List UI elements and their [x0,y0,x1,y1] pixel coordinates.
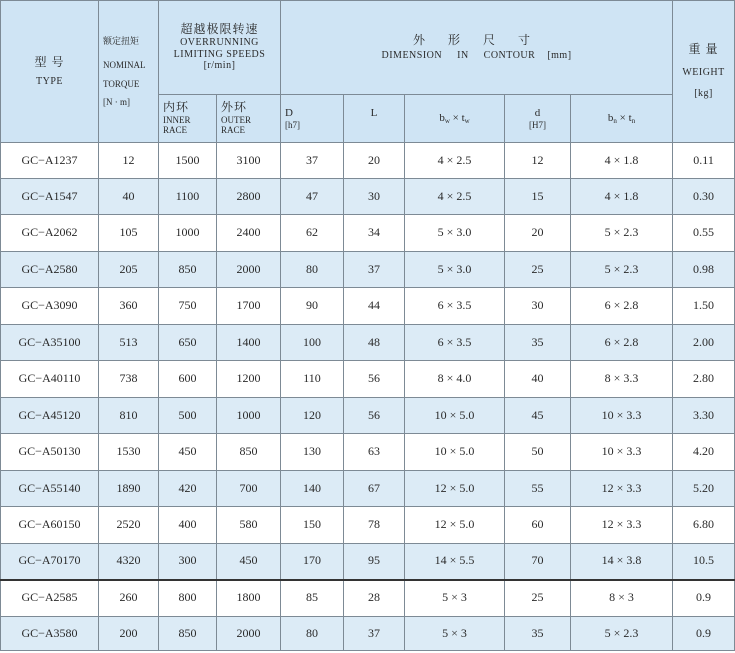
torque-header-en2: TORQUE [103,78,140,89]
bn-tn-cell: 12 × 3.3 [571,471,673,507]
bn-tn-header [571,95,673,143]
inner-speed-cell: 850 [159,617,217,651]
type-cell: GC−A2062 [1,215,99,252]
bn-sub: n [613,116,617,125]
L-cell: 63 [344,434,405,471]
L-cell: 34 [344,215,405,252]
weight-cell: 0.30 [673,179,735,215]
bw-tw-cell: 12 × 5.0 [405,507,505,544]
type-header-en: TYPE [36,75,63,87]
speed-header-en2: LIMITING SPEEDS [173,48,266,60]
bn-tn-cell: 4 × 1.8 [571,143,673,179]
tn-sub: n [631,116,636,125]
L-cell: 20 [344,143,405,179]
dimension-header-unit: [mm] [547,49,572,61]
torque-header [99,1,159,143]
bw-tw-cell: 6 × 3.5 [405,325,505,361]
weight-cell: 10.5 [673,544,735,580]
d-cell: 45 [505,398,571,434]
bn-tn-cell: 5 × 2.3 [571,215,673,252]
inner-speed-cell: 500 [159,398,217,434]
torque-header-en1: NOMINAL [103,60,146,71]
D-cell: 120 [281,398,344,434]
inner-speed-cell: 300 [159,544,217,580]
d-cell: 55 [505,471,571,507]
outer-speed-cell: 700 [217,471,281,507]
bn-tn-cell: 14 × 3.8 [571,544,673,580]
outer-speed-cell: 3100 [217,143,281,179]
L-cell: 37 [344,252,405,288]
outer-speed-cell: 1000 [217,398,281,434]
outer-race-header [217,95,281,143]
L-cell: 30 [344,179,405,215]
bw-tw-header [405,95,505,143]
weight-cell: 2.80 [673,361,735,398]
outer-speed-cell: 850 [217,434,281,471]
D-cell: 110 [281,361,344,398]
torque-cell: 810 [99,398,159,434]
outer-speed-cell: 2000 [217,252,281,288]
inner-speed-cell: 600 [159,361,217,398]
L-cell: 67 [344,471,405,507]
D-cell: 100 [281,325,344,361]
weight-cell: 3.30 [673,398,735,434]
type-cell: GC−A40110 [1,361,99,398]
d-cell: 12 [505,143,571,179]
table-row [1,434,735,471]
type-cell: GC−A1547 [1,179,99,215]
weight-cell: 4.20 [673,434,735,471]
D-cell: 130 [281,434,344,471]
L-cell: 28 [344,580,405,617]
D-cell: 47 [281,179,344,215]
D-cell: 80 [281,252,344,288]
bw-tw-cell: 5 × 3 [405,580,505,617]
D-header [281,95,344,143]
bw-tw-cell: 5 × 3.0 [405,215,505,252]
table-row [1,361,735,398]
type-cell: GC−A3090 [1,288,99,325]
bw-tw-cell: 8 × 4.0 [405,361,505,398]
torque-cell: 12 [99,143,159,179]
weight-cell: 1.50 [673,288,735,325]
bn-tn-cell: 8 × 3 [571,580,673,617]
table-row [1,507,735,544]
weight-cell: 0.9 [673,580,735,617]
torque-cell: 105 [99,215,159,252]
outer-speed-cell: 2800 [217,179,281,215]
tn-label: t [628,111,632,124]
inner-speed-cell: 650 [159,325,217,361]
outer-speed-cell: 1800 [217,580,281,617]
inner-speed-cell: 400 [159,507,217,544]
inner-speed-cell: 750 [159,288,217,325]
d-cell: 35 [505,325,571,361]
table-row [1,398,735,434]
table-row [1,252,735,288]
inner-speed-cell: 450 [159,434,217,471]
L-cell: 48 [344,325,405,361]
outer-speed-cell: 2000 [217,617,281,651]
type-header-cn: 型 号 [34,54,65,69]
weight-header-unit: [kg] [694,88,713,100]
bn-tn-cell: 6 × 2.8 [571,325,673,361]
d-cell: 70 [505,544,571,580]
inner-speed-cell: 1500 [159,143,217,179]
speed-header-unit: [r/min] [203,60,236,72]
outer-race-en2: RACE [221,125,246,136]
outer-speed-cell: 580 [217,507,281,544]
speed-header-cn: 超越极限转速 [180,22,259,37]
bw-tw-cell: 5 × 3 [405,617,505,651]
bw-label: b [439,111,445,124]
torque-cell: 1530 [99,434,159,471]
D-cell: 150 [281,507,344,544]
torque-cell: 738 [99,361,159,398]
bn-tn-cell: 10 × 3.3 [571,434,673,471]
times-sign-2: × [616,111,629,124]
header-row-1 [1,1,735,95]
outer-speed-cell: 2400 [217,215,281,252]
tw-label: t [461,111,465,124]
bn-tn-cell: 5 × 2.3 [571,617,673,651]
bn-label: b [607,111,614,124]
weight-cell: 2.00 [673,325,735,361]
L-cell: 56 [344,361,405,398]
bw-tw-cell: 6 × 3.5 [405,288,505,325]
d-label: d [534,107,541,119]
type-cell: GC−A2585 [1,580,99,617]
D-cell: 62 [281,215,344,252]
dimension-header [281,1,673,95]
torque-cell: 4320 [99,544,159,580]
L-cell: 56 [344,398,405,434]
bw-tw-cell: 12 × 5.0 [405,471,505,507]
d-cell: 35 [505,617,571,651]
speed-header [159,1,281,95]
table-row [1,544,735,580]
inner-speed-cell: 420 [159,471,217,507]
inner-race-cn: 内环 [163,100,190,115]
type-cell: GC−A70170 [1,544,99,580]
type-header [1,1,99,143]
tw-sub: w [464,116,470,125]
d-cell: 25 [505,580,571,617]
D-cell: 170 [281,544,344,580]
D-label: D [285,107,293,119]
outer-speed-cell: 1400 [217,325,281,361]
table-row [1,143,735,179]
table-row [1,325,735,361]
table-row [1,288,735,325]
inner-race-en1: INNER [163,115,191,126]
weight-cell: 6.80 [673,507,735,544]
torque-cell: 205 [99,252,159,288]
type-cell: GC−A35100 [1,325,99,361]
torque-cell: 1890 [99,471,159,507]
bw-tw-cell: 14 × 5.5 [405,544,505,580]
weight-header-en: WEIGHT [682,66,725,78]
table-row [1,617,735,651]
torque-cell: 513 [99,325,159,361]
table-row [1,471,735,507]
bn-tn-cell: 6 × 2.8 [571,288,673,325]
table-row [1,580,735,617]
dimension-header-en: DIMENSION IN CONTOUR [381,49,536,61]
D-cell: 140 [281,471,344,507]
weight-cell: 5.20 [673,471,735,507]
bw-tw-cell: 5 × 3.0 [405,252,505,288]
L-cell: 37 [344,617,405,651]
inner-race-en2: RACE [163,125,188,136]
torque-header-cn: 额定扭矩 [103,35,140,46]
dimension-header-cn: 外 形 尺 寸 [413,32,541,47]
type-cell: GC−A1237 [1,143,99,179]
bn-tn-cell: 12 × 3.3 [571,507,673,544]
weight-cell: 0.98 [673,252,735,288]
d-fit: [H7] [529,119,547,130]
inner-speed-cell: 1000 [159,215,217,252]
outer-speed-cell: 1200 [217,361,281,398]
d-cell: 60 [505,507,571,544]
torque-cell: 40 [99,179,159,215]
bn-tn-cell: 5 × 2.3 [571,252,673,288]
torque-cell: 360 [99,288,159,325]
weight-cell: 0.9 [673,617,735,651]
bn-tn-cell: 4 × 1.8 [571,179,673,215]
D-fit: [h7] [285,119,301,130]
D-cell: 80 [281,617,344,651]
bn-tn-cell: 8 × 3.3 [571,361,673,398]
type-cell: GC−A3580 [1,617,99,651]
inner-race-header [159,95,217,143]
weight-cell: 0.55 [673,215,735,252]
weight-header [673,1,735,143]
outer-race-cn: 外环 [221,100,248,115]
bw-tw-cell: 10 × 5.0 [405,398,505,434]
table-row [1,179,735,215]
bw-tw-cell: 4 × 2.5 [405,143,505,179]
bw-tw-cell: 4 × 2.5 [405,179,505,215]
L-cell: 95 [344,544,405,580]
L-label: L [370,107,378,119]
d-cell: 30 [505,288,571,325]
L-cell: 78 [344,507,405,544]
weight-header-cn: 重 量 [688,42,719,57]
speed-header-en1: OVERRUNNING [180,37,259,49]
inner-speed-cell: 800 [159,580,217,617]
torque-header-unit: [N · m] [103,96,130,107]
type-cell: GC−A55140 [1,471,99,507]
torque-cell: 200 [99,617,159,651]
L-header [344,95,405,143]
torque-cell: 260 [99,580,159,617]
bw-tw-cell: 10 × 5.0 [405,434,505,471]
outer-speed-cell: 1700 [217,288,281,325]
bw-sub: w [444,116,450,125]
D-cell: 90 [281,288,344,325]
d-cell: 25 [505,252,571,288]
type-cell: GC−A60150 [1,507,99,544]
d-cell: 15 [505,179,571,215]
torque-cell: 2520 [99,507,159,544]
table-row [1,215,735,252]
inner-speed-cell: 1100 [159,179,217,215]
outer-race-en1: OUTER [221,115,251,126]
outer-speed-cell: 450 [217,544,281,580]
d-cell: 50 [505,434,571,471]
d-cell: 40 [505,361,571,398]
d-header [505,95,571,143]
d-cell: 20 [505,215,571,252]
type-cell: GC−A50130 [1,434,99,471]
D-cell: 85 [281,580,344,617]
bn-tn-cell: 10 × 3.3 [571,398,673,434]
type-cell: GC−A2580 [1,252,99,288]
times-sign: × [449,111,462,124]
type-cell: GC−A45120 [1,398,99,434]
L-cell: 44 [344,288,405,325]
D-cell: 37 [281,143,344,179]
inner-speed-cell: 850 [159,252,217,288]
weight-cell: 0.11 [673,143,735,179]
